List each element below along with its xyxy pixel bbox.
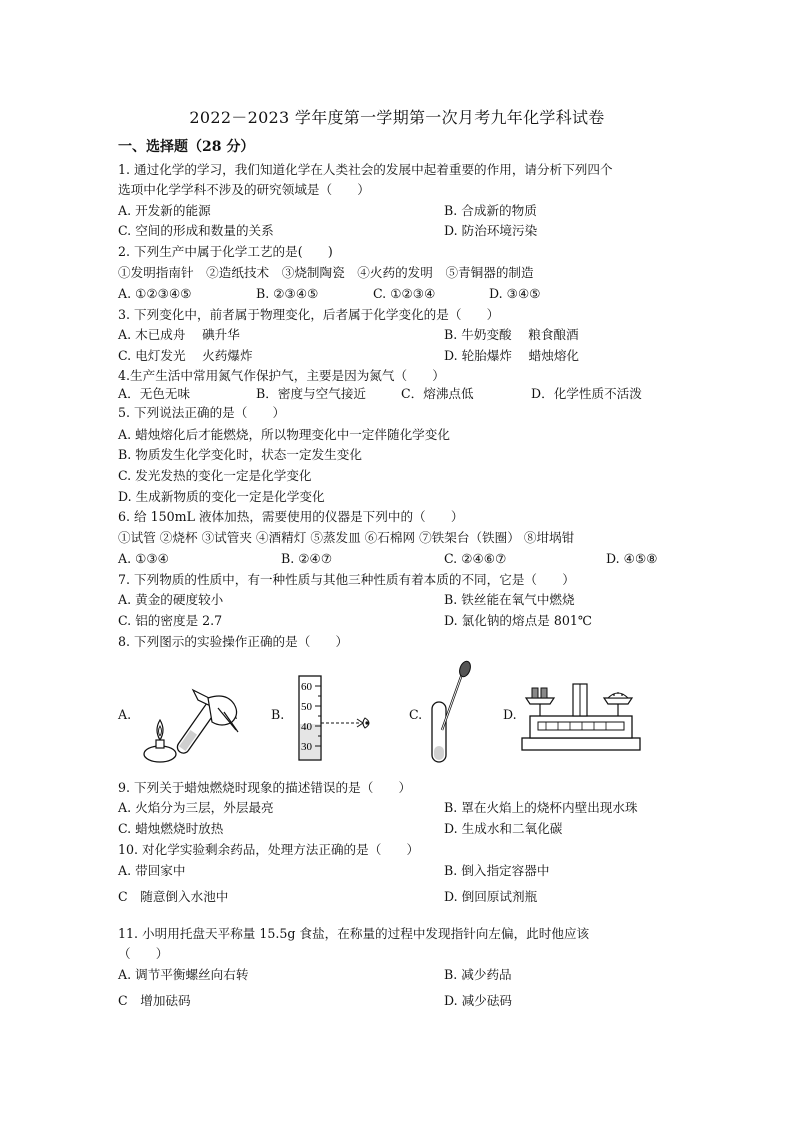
q2-option-d: D. ③④⑤ — [489, 286, 541, 301]
q6-items: ①试管 ②烧杯 ③试管夹 ④酒精灯 ⑤蒸发皿 ⑥石棉网 ⑦铁架台（铁圈） ⑧坩埚钳 — [118, 530, 575, 545]
q7-option-d: D. 氯化钠的熔点是 801℃ — [444, 613, 592, 628]
q3-option-b: B. 牛奶变酸 粮食酿酒 — [444, 327, 579, 342]
q11-option-b: B. 减少药品 — [444, 967, 512, 982]
q5-option-c: C. 发光发热的变化一定是化学变化 — [118, 468, 312, 483]
q1-stem-line1: 1. 通过化学的学习，我们知道化学在人类社会的发展中起着重要的作用，请分析下列四个 — [118, 162, 613, 177]
q10-option-d: D. 倒回原试剂瓶 — [444, 889, 538, 904]
q5-option-d: D. 生成新物质的变化一定是化学变化 — [118, 489, 325, 504]
q10-option-c: C 随意倒入水池中 — [118, 889, 229, 904]
cylinder-tick-60: 60 — [301, 681, 312, 693]
q3-option-d: D. 轮胎爆炸 蜡烛熔化 — [444, 348, 580, 363]
q6-option-c: C. ②④⑥⑦ — [444, 551, 507, 566]
q9-option-c: C. 蜡烛燃烧时放热 — [118, 821, 224, 836]
q10-option-a: A. 带回家中 — [118, 863, 186, 878]
section-heading: 一、选择题（28 分） — [118, 139, 255, 155]
q6-option-d: D. ④⑤⑧ — [606, 551, 658, 566]
q7-option-c: C. 铝的密度是 2.7 — [118, 613, 223, 628]
q6-option-a: A. ①③④ — [118, 551, 169, 566]
q4-option-b: B．密度与空气接近 — [256, 386, 367, 401]
q4-stem: 4.生产生活中常用氮气作保护气，主要是因为氮气（ ） — [118, 368, 445, 383]
cylinder-tick-50: 50 — [301, 701, 312, 713]
q4-option-c: C．熔沸点低 — [401, 386, 474, 401]
q5-option-b: B. 物质发生化学变化时，状态一定发生变化 — [118, 447, 362, 462]
q11-stem-line2: （ ） — [118, 946, 169, 961]
q8-stem: 8. 下列图示的实验操作正确的是（ ） — [118, 634, 349, 649]
q6-stem: 6. 给 150mL 液体加热，需要使用的仪器是下列中的（ ） — [118, 509, 464, 524]
q9-option-d: D. 生成水和二氧化碳 — [444, 821, 563, 836]
q1-stem-line2: 选项中化学学科不涉及的研究领域是（ ） — [118, 182, 370, 197]
q9-option-a: A. 火焰分为三层，外层最亮 — [118, 800, 274, 815]
q10-option-b: B. 倒入指定容器中 — [444, 863, 550, 878]
q1-option-a: A. 开发新的能源 — [118, 203, 211, 218]
cylinder-tick-30: 30 — [301, 741, 312, 753]
q2-option-b: B. ②③④⑤ — [256, 286, 319, 301]
q7-option-b: B. 铁丝能在氧气中燃烧 — [444, 592, 575, 607]
q11-option-c: C 增加砝码 — [118, 993, 191, 1008]
heating-test-tube-figure — [138, 668, 248, 766]
q6-option-b: B. ②④⑦ — [281, 551, 333, 566]
q2-option-c: C. ①②③④ — [373, 286, 436, 301]
q8-label-c: C. — [409, 707, 423, 722]
q2-option-a: A. ①②③④⑤ — [118, 286, 192, 301]
q9-stem: 9. 下列关于蜡烛燃烧时现象的描述错误的是（ ） — [118, 780, 412, 795]
q8-label-a: A. — [118, 707, 132, 722]
q1-option-c: C. 空间的形成和数量的关系 — [118, 223, 274, 238]
q3-option-a: A. 木已成舟 碘升华 — [118, 327, 240, 342]
q3-option-c: C. 电灯发光 火药爆炸 — [118, 348, 253, 363]
q7-stem: 7. 下列物质的性质中，有一种性质与其他三种性质有着本质的不同，它是（ ） — [118, 572, 575, 587]
exam-title: 2022－2023 学年度第一学期第一次月考九年化学科试卷 — [189, 108, 605, 127]
q4-option-a: A．无色无味 — [118, 386, 191, 401]
q1-option-d: D. 防治环境污染 — [444, 223, 538, 238]
q1-option-b: B. 合成新的物质 — [444, 203, 537, 218]
q2-stem: 2. 下列生产中属于化学工艺的是( ) — [118, 244, 333, 259]
graduated-cylinder-figure — [285, 672, 385, 764]
cylinder-tick-40: 40 — [301, 721, 312, 733]
q2-items: ①发明指南针 ②造纸技术 ③烧制陶瓷 ④火药的发明 ⑤青铜器的制造 — [118, 265, 534, 280]
q10-stem: 10. 对化学实验剩余药品，处理方法正确的是（ ） — [118, 842, 420, 857]
q4-option-d: D．化学性质不活泼 — [531, 386, 642, 401]
q11-option-d: D. 减少砝码 — [444, 993, 513, 1008]
q9-option-b: B. 罩在火焰上的烧杯内壁出现水珠 — [444, 800, 638, 815]
q8-label-d: D. — [503, 707, 517, 722]
q5-stem: 5. 下列说法正确的是（ ） — [118, 405, 286, 420]
q3-stem: 3. 下列变化中，前者属于物理变化，后者属于化学变化的是（ ） — [118, 307, 500, 322]
q8-label-b: B. — [271, 707, 285, 722]
balance-scale-figure — [518, 676, 644, 756]
dropper-test-tube-figure — [420, 660, 480, 770]
q5-option-a: A. 蜡烛熔化后才能燃烧，所以物理变化中一定伴随化学变化 — [118, 427, 450, 442]
q11-option-a: A. 调节平衡螺丝向右转 — [118, 967, 249, 982]
q7-option-a: A. 黄金的硬度较小 — [118, 592, 224, 607]
q11-stem-line1: 11. 小明用托盘天平称量 15.5g 食盐，在称量的过程中发现指针向左偏，此时他应该 — [118, 926, 590, 941]
